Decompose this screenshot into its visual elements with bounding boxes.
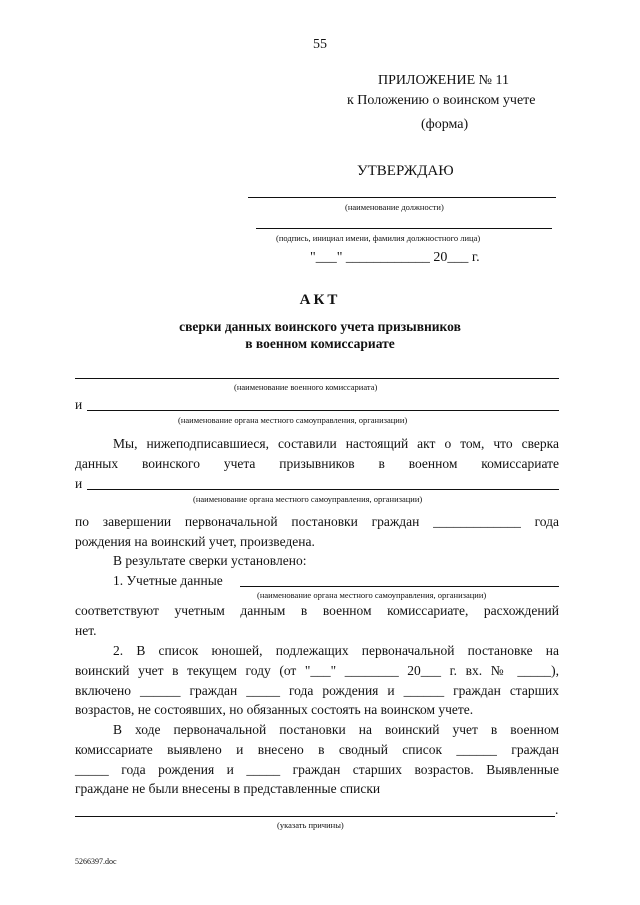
reason-line [75, 816, 555, 817]
reason-caption: (указать причины) [277, 820, 344, 830]
paragraph-5-line-2: нет. [75, 623, 97, 638]
signature-line [256, 228, 552, 229]
paragraph-6-line-4: возрастов, не состоявших, но обязанных состоять на воинском учете. [75, 702, 474, 717]
paragraph-1-line-1: Мы, нижеподписавшиеся, составили настоящий акт о том, что сверка [113, 436, 559, 451]
signature-caption: (подпись, инициал имени, фамилия должностного лица) [276, 233, 481, 243]
paragraph-6-line-3: включено ______ граждан _____ года рождения и ______ граждан старших [75, 683, 559, 698]
paragraph-7-line-1: В ходе первоначальной постановки на воинский учет в военном [113, 722, 559, 737]
appendix-title: ПРИЛОЖЕНИЕ № 11 [378, 73, 509, 88]
and-prefix-1: и [75, 397, 83, 412]
paragraph-6-line-1: 2. В список юношей, подлежащих первоначальной постановке на [113, 643, 559, 658]
org-line-1 [87, 410, 559, 411]
form-label: (форма) [421, 117, 469, 132]
approval-date: "___" ____________ 20___ г. [310, 250, 480, 265]
page-number: 55 [313, 37, 327, 52]
position-caption: (наименование должности) [345, 202, 444, 212]
paragraph-7-line-4: граждане не были внесены в представленные списки [75, 781, 381, 796]
paragraph-3: В результате сверки установлено: [113, 553, 307, 568]
appendix-subtitle: к Положению о воинском учете [347, 93, 536, 108]
doc-id: 5266397.doc [75, 857, 117, 866]
paragraph-7-line-3: _____ года рождения и _____ граждан старших возрастов. Выявленные [75, 762, 559, 777]
position-line [248, 197, 556, 198]
approval-title: УТВЕРЖДАЮ [357, 163, 454, 179]
commissariat-caption: (наименование военного комиссариата) [234, 382, 378, 392]
org-caption-3: (наименование органа местного самоуправления, организации) [257, 590, 487, 600]
reason-end-period: . [555, 802, 559, 817]
paragraph-1-line-2: данных воинского учета призывников в военном комиссариате [75, 456, 559, 471]
paragraph-6-line-2: воинский учет в текущем году (от "___" ________ 20___ г. вх. № _____), [75, 663, 559, 678]
org-line-3 [240, 586, 559, 587]
paragraph-7-line-2: комиссариате выявлено и внесено в сводный список ______ граждан [75, 742, 559, 757]
paragraph-4-prefix: 1. Учетные данные [113, 573, 223, 588]
act-subtitle-1: сверки данных воинского учета призывников [179, 319, 461, 334]
act-subtitle-2: в военном комиссариате [245, 336, 395, 351]
paragraph-5-line-1: соответствуют учетным данным в военном комиссариате, расхождений [75, 603, 559, 618]
act-title: АКТ [299, 292, 341, 308]
commissariat-line [75, 378, 559, 379]
org-line-2 [87, 489, 559, 490]
paragraph-2-line-1: по завершении первоначальной постановки граждан _____________ года [75, 514, 559, 529]
org-caption-1: (наименование органа местного самоуправления, организации) [178, 415, 408, 425]
paragraph-2-line-2: рождения на воинский учет, произведена. [75, 534, 315, 549]
org-caption-2: (наименование органа местного самоуправления, организации) [193, 494, 423, 504]
and-prefix-2: и [75, 476, 83, 491]
